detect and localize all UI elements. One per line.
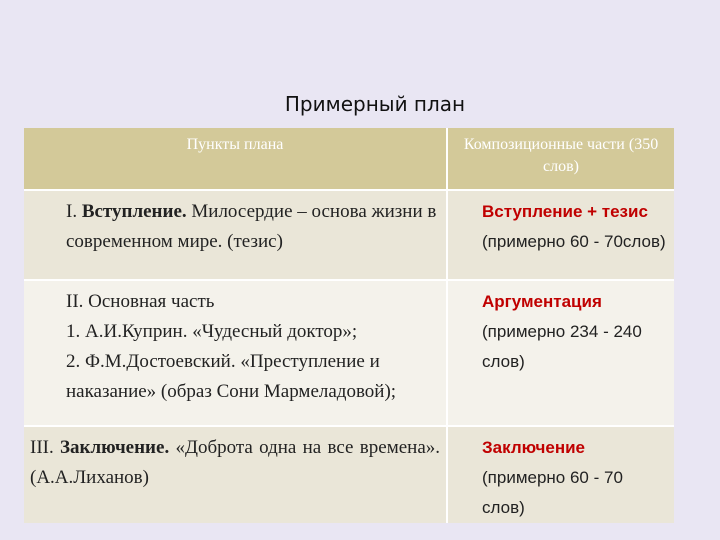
conclusion-description: «Доброта одна на все времена». (А.А.Лиханов) <box>30 437 440 488</box>
header-composition-parts: Композиционные части (350 слов) <box>447 128 674 190</box>
intro-part-label: Вступление + тезис <box>482 202 648 221</box>
body-part-label: Аргументация <box>482 292 602 311</box>
conclusion-bold-label: Заключение. <box>60 437 170 458</box>
body-plan-line: II. Основная часть <box>66 291 215 312</box>
header-plan-points: Пункты плана <box>24 128 447 190</box>
table-row <box>24 190 674 280</box>
table-row <box>24 280 674 426</box>
table-row <box>24 426 674 523</box>
part-cell-conclusion <box>447 426 674 523</box>
plan-cell-conclusion <box>24 426 447 523</box>
plan-cell-body <box>24 280 447 426</box>
intro-part-detail: (примерно 60 - 70слов) <box>482 232 666 251</box>
intro-bold-label: Вступление. <box>81 201 187 222</box>
plan-table <box>24 128 674 523</box>
conclusion-part-label: Заключение <box>482 438 585 457</box>
table-header-row <box>24 128 674 190</box>
intro-plan-text <box>30 197 440 257</box>
part-cell-body <box>447 280 674 426</box>
body-plan-line: 2. Ф.М.Достоевский. «Преступление и наказание» (образ Сони Мармеладовой); <box>66 351 397 402</box>
intro-description: Милосердие – основа жизни в современном мире. (тезис) <box>66 201 437 252</box>
conclusion-number: III. <box>30 437 61 458</box>
slide-title: Примерный план <box>284 92 466 116</box>
part-cell-intro <box>447 190 674 280</box>
plan-cell-intro <box>24 190 447 280</box>
conclusion-part-detail: (примерно 60 - 70 слов) <box>482 468 623 517</box>
intro-number: I. <box>66 201 82 222</box>
body-plan-line: 1. А.И.Куприн. «Чудесный доктор»; <box>66 321 358 342</box>
body-part-detail: (примерно 234 - 240 слов) <box>482 322 642 371</box>
